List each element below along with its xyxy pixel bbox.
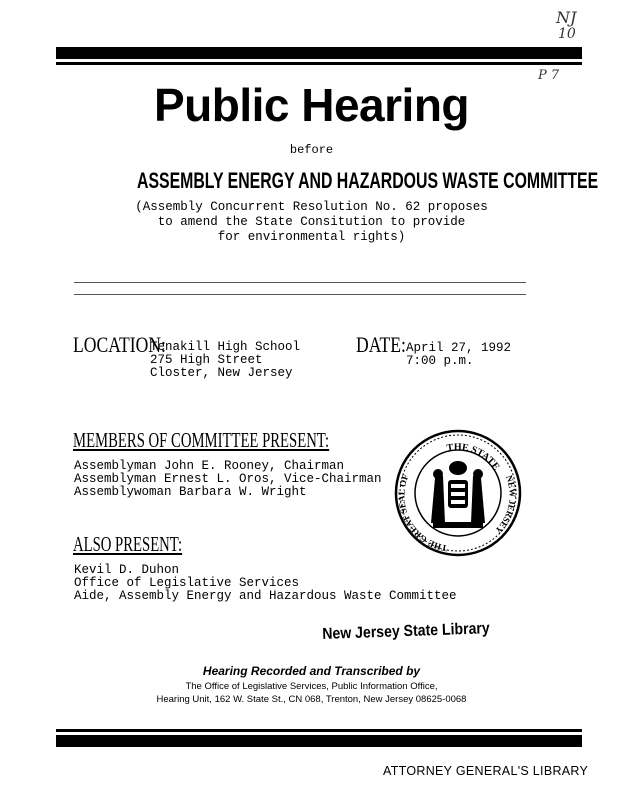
library-stamp: New Jersey State Library xyxy=(322,620,490,643)
date-line-1: April 27, 1992 xyxy=(406,341,512,355)
bottom-thin-rule xyxy=(56,729,582,732)
state-seal xyxy=(393,428,523,558)
resolution-line-3: for environmental rights) xyxy=(217,230,406,244)
member-1: Assemblyman John E. Rooney, Chairman xyxy=(74,459,345,473)
also-present-1: Kevil D. Duhon xyxy=(74,563,180,577)
page-title: Public Hearing xyxy=(153,79,470,131)
seal-icon xyxy=(393,428,523,558)
handwritten-note-1: NJ xyxy=(556,8,577,27)
also-present-label-wrap xyxy=(73,532,229,557)
location-details xyxy=(150,341,300,380)
also-present-2: Office of Legislative Services xyxy=(74,576,300,590)
top-thick-rule xyxy=(56,47,582,59)
location-line-1: Tenakill High School xyxy=(150,340,301,354)
resolution-description xyxy=(0,200,623,245)
handwritten-note-3: P 7 xyxy=(538,68,560,83)
resolution-line-1: (Assembly Concurrent Resolution No. 62 proposes xyxy=(135,200,488,214)
member-3: Assemblywoman Barbara W. Wright xyxy=(74,485,307,499)
attorney-general-stamp: ATTORNEY GENERAL'S LIBRARY xyxy=(383,764,589,778)
seal-right-text: NEW JERSEY xyxy=(493,473,518,536)
also-present-list xyxy=(74,564,457,603)
members-label: MEMBERS OF COMMITTEE PRESENT: xyxy=(73,428,330,452)
date-label: DATE: xyxy=(356,332,406,357)
location-label: LOCATION: xyxy=(73,332,166,357)
date-line-2: 7:00 p.m. xyxy=(406,354,474,368)
location-line-2: 275 High Street xyxy=(150,353,263,367)
also-present-3: Aide, Assembly Energy and Hazardous Waste Committee xyxy=(74,589,457,603)
before-text: before xyxy=(289,143,334,157)
recorded-by: Hearing Recorded and Transcribed by xyxy=(202,664,421,678)
bottom-thick-rule xyxy=(56,735,582,747)
separator-line-1 xyxy=(74,282,526,283)
members-list xyxy=(74,460,382,499)
seal-left-text: THE GREAT SEAL OF xyxy=(396,472,449,554)
member-2: Assemblyman Ernest L. Oros, Vice-Chairman xyxy=(74,472,382,486)
also-present-label: ALSO PRESENT: xyxy=(73,532,183,556)
location-line-3: Closter, New Jersey xyxy=(150,366,293,380)
top-thin-rule xyxy=(56,62,582,65)
handwritten-note-2: 10 xyxy=(558,26,576,42)
committee-heading xyxy=(137,168,597,194)
address-line: Hearing Unit, 162 W. State St., CN 068, Trenton, New Jersey 08625-0068 xyxy=(156,694,467,705)
office-line: The Office of Legislative Services, Public Information Office, xyxy=(185,681,438,692)
seal-top-text: THE STATE xyxy=(445,441,502,473)
members-label-wrap xyxy=(73,428,439,453)
committee-name: ASSEMBLY ENERGY AND HAZARDOUS WASTE COMMITTEE xyxy=(137,168,599,193)
resolution-line-2: to amend the State Consitution to provide xyxy=(157,215,466,229)
date-details xyxy=(406,342,511,368)
separator-line-2 xyxy=(74,294,526,295)
